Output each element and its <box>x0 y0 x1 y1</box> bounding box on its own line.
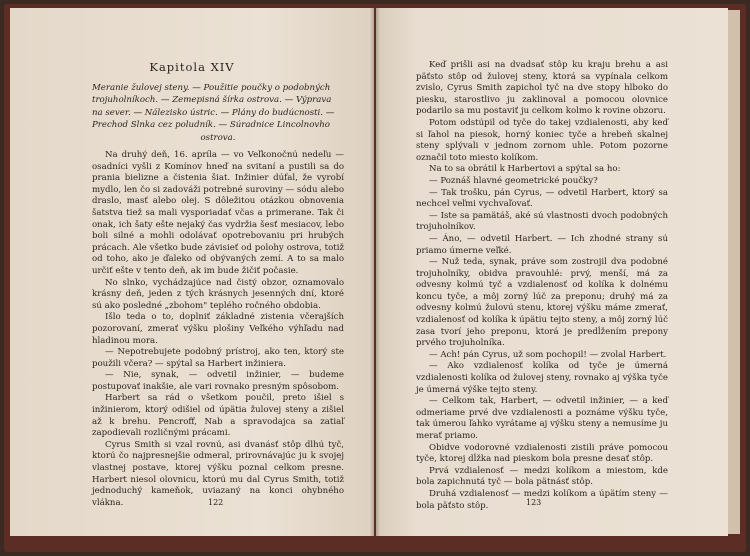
open-book <box>4 4 746 552</box>
paragraph: Keď prišli asi na dvadsať stôp ku kraju brehu a asi päťsto stôp od žulovej steny, ktorá sa vypínala celkom zvislo, Cyrus Smith zapichol tyč na dve stopy hlboko do piesku, starostlivo ju zaklinoval a pomocou olovnice podarilo sa mu postaviť ju celkom kolmo k rovine obzoru. <box>416 60 668 117</box>
paragraph: — Celkom tak, Harbert, — odvetil inžinier, — a keď odmeriame prvé dve vzdialenosti a poznáme výšku tyče, tak úmerou ľahko vyrátame aj výšku steny a nemusíme ju merať priamo. <box>416 396 668 441</box>
right-page <box>376 8 728 536</box>
summary-line: ostrova. <box>200 132 236 143</box>
summary-line: na sever. — Nálezisko ústric. — Plány do budúcnosti. — <box>92 107 335 118</box>
paragraph: Na to sa obrátil k Harbertovi a spýtal sa ho: <box>429 164 621 175</box>
paragraph: — Ako vzdialenosť kolíka od tyče je úmerná vzdialenosti kolíka od žulovej steny, rovnako aj výška tyče je úmerná výške tejto steny. <box>416 361 668 395</box>
paragraph: — Ach! pán Cyrus, už som pochopil! — zvolal Harbert. <box>429 349 667 360</box>
paragraph: Druhá vzdialenosť — medzi kolíkom a úpätím steny — bola päťsto stôp. <box>416 488 668 511</box>
paragraph: — Iste sa pamätáš, aké sú vlastnosti dvoch podobných trojuholníkov. <box>416 210 668 233</box>
paragraph: — Tak trošku, pán Cyrus, — odvetil Harbert, ktorý sa nechcel veľmi vychvaľovať. <box>416 187 668 210</box>
summary-line: Prechod Slnka cez poludník. — Súradnice Lincolnovho <box>92 120 330 131</box>
page-number: 122 <box>208 498 224 507</box>
paragraph: Na druhý deň, 16. apríla — vo Veľkonočnú nedeľu — osadníci vyšli z Komínov hneď na svitaní a pustili sa do prania bielizne a čistenia šiat. Inžinier dúfal, že vyrobí mydlo, len čo si zadováži potrebné suroviny — sódu alebo draslo, masť alebo olej. S dôležitou otázkou obnovenia šatstva tiež sa mali vysporiadať včas a primerane. Tak či onak, ich šaty ešte nejaký čas vydržia šesť mesiacov, lebo boli silné a mohli odolávať opotrebovaniu pri hrubých prácach. Ale všetko bude závisieť od polohy ostrova, totiž od toho, ako je ďaleko od obývaných zemí. A to sa malo určiť ešte v tento deň, ak im bude žičiť počasie. <box>92 150 344 276</box>
paragraph: — Áno, — odvetil Harbert. — Ich zhodné strany sú priamo úmerne veľké. <box>416 233 668 256</box>
paragraph: — Poznáš hlavné geometrické poučky? <box>429 175 598 186</box>
paragraph: Cyrus Smith si vzal rovnú, asi dvanásť stôp dlhú tyč, ktorú čo najpresnejšie odmeral, prirovnávajúc ju k svojej vlastnej postave, ktorej výšku poznal celkom presne. Harbert niesol olovnicu, ktorú mu dal Cyrus Smith, totiž jednoduchý kameňok, uviazaný na konci ohybného vlákna. <box>92 439 344 508</box>
paragraph: Išlo teda o to, doplniť základné zistenia včerajších pozorovaní, zmerať výšku plošiny Veľkého výhľadu nad hladinou mora. <box>92 312 344 346</box>
paragraph: No slnko, vychádzajúce nad čistý obzor, oznamovalo krásny deň, jeden z tých krásnych jesenných dní, ktoré sú ako posledné „zbohom" teplého ročného obdobia. <box>92 277 344 311</box>
left-page <box>10 8 374 536</box>
paragraph: Potom odstúpil od tyče do takej vzdialenosti, aby keď si ľahol na piesok, horný koniec tyče a hrebeň skalnej steny splývali v jednom zornom uhle. Potom pozorne označil toto miesto kolíkom. <box>416 117 668 163</box>
page-edges <box>728 10 740 534</box>
chapter-summary <box>92 82 344 144</box>
paragraph: — Nie, synak, — odvetil inžinier, — budeme postupovať inakšie, ale vari rovnako presným spôsobom. <box>92 370 344 392</box>
summary-line: trojuholníkoch. — Zemepisná šírka ostrova. — Výprava <box>92 95 332 106</box>
book-gutter <box>370 8 380 536</box>
paragraph: Prvá vzdialenosť — medzi kolíkom a miestom, kde bola zapichnutá tyč — bola pätnásť stôp. <box>416 465 668 488</box>
paragraph: — Nuž teda, synak, práve som zostrojil dva podobné trojuholníky, obidva pravouhlé: prvý, menší, má za odvesny kolmú tyč a vzdialenosť od kolíka k dolnému koncu tyče, a môj zorný lúč za preponu; druhý má za odvesny kolmú žulovú stenu, ktorej výšku máme zmerať, vzdialenosť od kolíka k úpätiu tejto steny, a môj zorný lúč zasa tvorí jeho preponu, ktorá je predĺžením prepony prvého trojuholníka. <box>416 257 668 349</box>
page-number: 123 <box>526 498 542 507</box>
chapter-title: Kapitola XIV <box>149 60 235 74</box>
paragraph: Harbert sa rád o všetkom poučil, preto išiel s inžinierom, ktorý odišiel od úpätia žulovej steny a zišiel až k brehu. Pencroff, Nab a spravodajca sa zatiaľ zapodievali rozličnými prácami. <box>92 393 344 439</box>
right-page-body <box>416 60 668 512</box>
left-page-body <box>92 150 344 509</box>
summary-line: Meranie žulovej steny. — Použitie poučky o podobných <box>92 83 331 93</box>
paragraph: — Nepotrebujete podobný prístroj, ako ten, ktorý ste použili včera? — spýtal sa Harbert inžiniera. <box>92 347 344 369</box>
paragraph: Obidve vodorovné vzdialenosti zistili práve pomocou tyče, ktorej dĺžka nad pieskom bola presne desať stôp. <box>416 442 668 465</box>
